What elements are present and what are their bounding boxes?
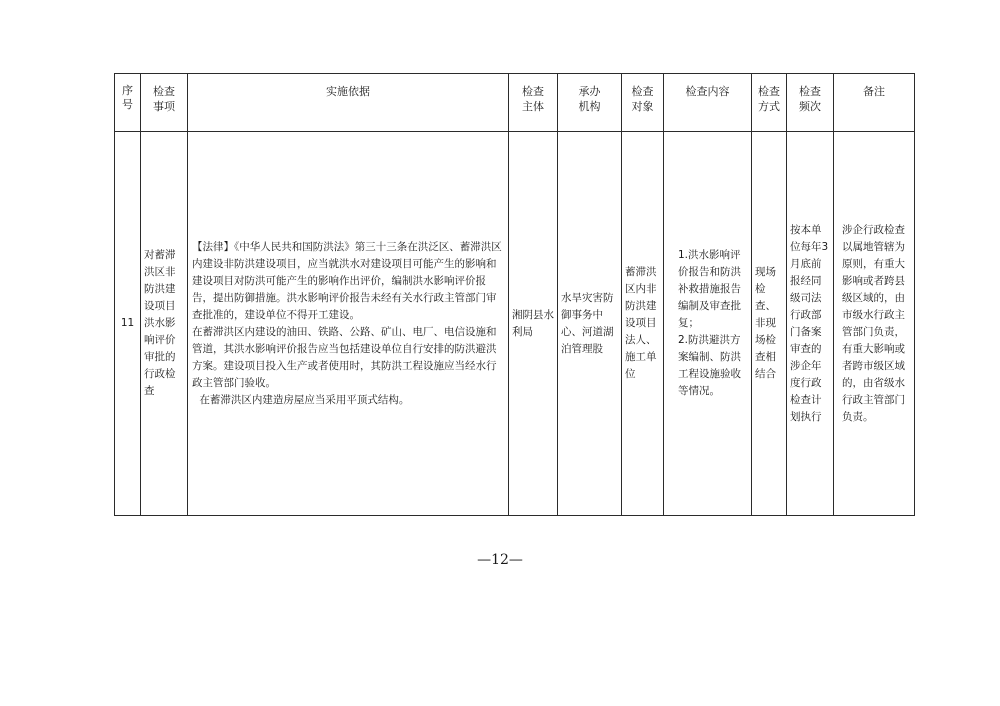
row-object: 蓄滞洪区内非防洪建设项目法人、施工单位 — [622, 132, 664, 516]
header-undertaker: 承办机构 — [558, 74, 622, 132]
basis-paragraph: 在蓄滞洪区内建设的油田、铁路、公路、矿山、电厂、电信设施和管道，其洪水影响评价报告应当包括建设单位自行安排的防洪避洪方案。建设项目投入生产或者使用时，其防洪工程设施应当经水行政主管部门验收。 — [192, 325, 497, 389]
row-seq: 11 — [115, 132, 141, 516]
header-frequency: 检查频次 — [787, 74, 834, 132]
page-number: —12— — [477, 552, 523, 568]
header-seq: 序号 — [115, 74, 141, 132]
content-item: 2.防洪避洪方案编制、防洪工程设施验收等情况。 — [678, 334, 741, 397]
header-object: 检查对象 — [622, 74, 664, 132]
basis-paragraph: 在蓄滞洪区内建造房屋应当采用平顶式结构。 — [199, 393, 410, 406]
row-undertaker: 水旱灾害防御事务中心、河道湖泊管理股 — [558, 132, 622, 516]
header-method: 检查方式 — [752, 74, 787, 132]
basis-paragraph: 【法律】《中华人民共和国防洪法》第三十三条在洪泛区、蓄滞洪区内建设非防洪建设项目，应当就洪水对建设项目可能产生的影响和建设项目对防洪可能产生的影响作出评价，编制洪水影响评价报告，提出防御措施。洪水影响评价报告未经有关水行政主管部门审查批准的，建设单位不得开工建设。 — [192, 240, 502, 321]
header-remarks: 备注 — [834, 74, 915, 132]
row-item: 对蓄滞洪区非防洪建设项目洪水影响评价审批的行政检查 — [141, 132, 188, 516]
header-subject: 检查主体 — [509, 74, 558, 132]
row-content — [664, 132, 752, 516]
row-frequency: 按本单位每年3月底前报经同级司法行政部门备案审查的涉企年度行政检查计划执行 — [787, 132, 834, 516]
inspection-table — [114, 73, 915, 516]
header-item: 检查事项 — [141, 74, 188, 132]
content-item: 1.洪水影响评价报告和防洪补救措施报告编制及审查批复； — [678, 249, 741, 329]
table-row — [115, 132, 915, 516]
header-row — [115, 74, 915, 132]
row-remarks: 涉企行政检查以属地管辖为原则，有重大影响或者跨县级区域的，由市级水行政主管部门负责，有重大影响或者跨市级区域的，由省级水行政主管部门负责。 — [834, 132, 915, 516]
header-content: 检查内容 — [664, 74, 752, 132]
row-method: 现场检查、非现场检查相结合 — [752, 132, 787, 516]
row-subject: 湘阴县水利局 — [509, 132, 558, 516]
header-basis: 实施依据 — [188, 74, 509, 132]
row-basis — [188, 132, 509, 516]
